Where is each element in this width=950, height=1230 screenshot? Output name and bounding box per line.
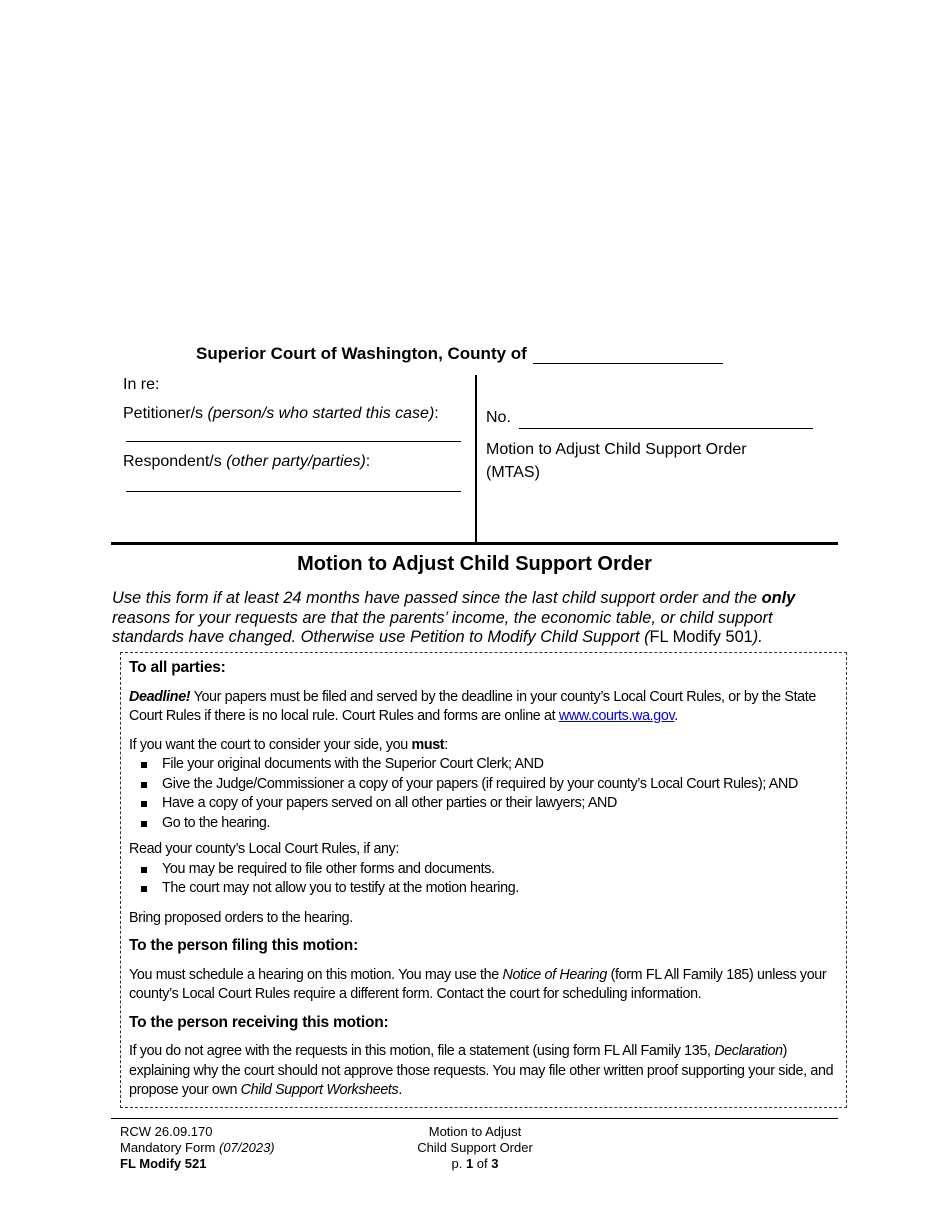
- court-heading: [196, 344, 723, 364]
- case-caption-case-info: [486, 406, 826, 484]
- receiving-paragraph: If you do not agree with the requests in this motion, file a statement (using form FL All Family 135, Declaration) explaining why the court should not approve those requests. You may file other written proof supporting your side, and propose your own Child Support Worksheets.: [129, 1043, 834, 1098]
- must-list: [129, 755, 841, 833]
- list-item: File your original documents with the Superior Court Clerk; AND: [129, 755, 841, 775]
- bring-orders-text: Bring proposed orders to the hearing.: [129, 909, 353, 926]
- footer-left: [120, 1124, 275, 1172]
- caption-doc-title: Motion to Adjust Child Support Order: [486, 441, 747, 458]
- caption-divider: [475, 375, 477, 542]
- footer-title-line2: Child Support Order: [417, 1140, 533, 1155]
- courts-website-link[interactable]: www.courts.wa.gov: [558, 708, 675, 724]
- notice-content: [129, 658, 841, 1101]
- case-number-field[interactable]: [519, 412, 813, 429]
- case-caption-parties: [123, 375, 468, 492]
- notice-of-hearing-ref: Notice of Hearing: [502, 966, 607, 983]
- footer-rule: [111, 1118, 838, 1119]
- petitioner-name-field[interactable]: [126, 423, 461, 442]
- caption-doc-abbrev: (MTAS): [486, 464, 540, 481]
- intro-form-ref: FL Modify 501: [649, 628, 753, 646]
- local-rules-list: [129, 860, 841, 899]
- filing-paragraph: You must schedule a hearing on this motion. You may use the Notice of Hearing (form FL All Family 185) unless your county’s Local Court Rules require a different form. Contact the court for scheduling information.: [129, 966, 827, 1002]
- list-item: Go to the hearing.: [129, 814, 841, 834]
- list-item: The court may not allow you to testify at the motion hearing.: [129, 879, 841, 899]
- list-item: Have a copy of your papers served on all other parties or their lawyers; AND: [129, 794, 841, 814]
- caption-bottom-rule: [111, 542, 838, 545]
- footer-title-line1: Motion to Adjust: [428, 1124, 522, 1139]
- declaration-ref: Declaration: [714, 1043, 783, 1059]
- footer-mandatory: Mandatory Form (07/2023): [120, 1140, 275, 1155]
- court-name: Superior Court of Washington, County of: [196, 344, 527, 363]
- case-number: [486, 406, 826, 429]
- receiving-heading: To the person receiving this motion:: [129, 1013, 389, 1031]
- footer-form-id: FL Modify 521: [120, 1156, 207, 1171]
- footer-center: [375, 1124, 575, 1172]
- case-number-label: No.: [486, 409, 511, 426]
- deadline-paragraph: Deadline! Your papers must be filed and served by the deadline in your county’s Local Court Rules, or by the State Court Rules if there is no local rule. Court Rules and forms are online at www.courts.wa.gov.: [129, 688, 817, 724]
- petitioner-note: (person/s who started this case): [207, 405, 435, 422]
- petitioner-label: Petitioner/s (person/s who started this case):: [123, 405, 439, 422]
- worksheets-ref: Child Support Worksheets: [240, 1082, 399, 1098]
- intro-paragraph: Use this form if at least 24 months have passed since the last child support order and the only reasons for your requests are that the parents’ income, the economic table, or child support standards have changed. Otherwise use Petition to Modify Child Support (FL Modify 501).: [112, 589, 796, 646]
- respondent-note: (other party/parties): [226, 453, 366, 470]
- filing-heading: To the person filing this motion:: [129, 937, 359, 954]
- in-re-label: In re:: [123, 376, 160, 393]
- footer-rcw: RCW 26.09.170: [120, 1124, 213, 1139]
- local-rules-intro: Read your county’s Local Court Rules, if any:: [129, 841, 400, 857]
- list-item: Give the Judge/Commissioner a copy of your papers (if required by your county’s Local Court Rules); AND: [129, 775, 841, 795]
- respondent-label: Respondent/s (other party/parties):: [123, 453, 371, 470]
- county-field[interactable]: [533, 345, 723, 364]
- deadline-label: Deadline!: [129, 688, 191, 705]
- list-item: You may be required to file other forms and documents.: [129, 860, 841, 880]
- intro-emphasis: only: [761, 589, 796, 607]
- page-title: Motion to Adjust Child Support Order: [297, 553, 652, 575]
- footer-page-number: p. 1 of 3: [451, 1156, 499, 1171]
- to-all-parties-heading: To all parties:: [129, 659, 226, 676]
- respondent-name-field[interactable]: [126, 471, 461, 492]
- consider-intro: If you want the court to consider your side, you must:: [129, 736, 448, 753]
